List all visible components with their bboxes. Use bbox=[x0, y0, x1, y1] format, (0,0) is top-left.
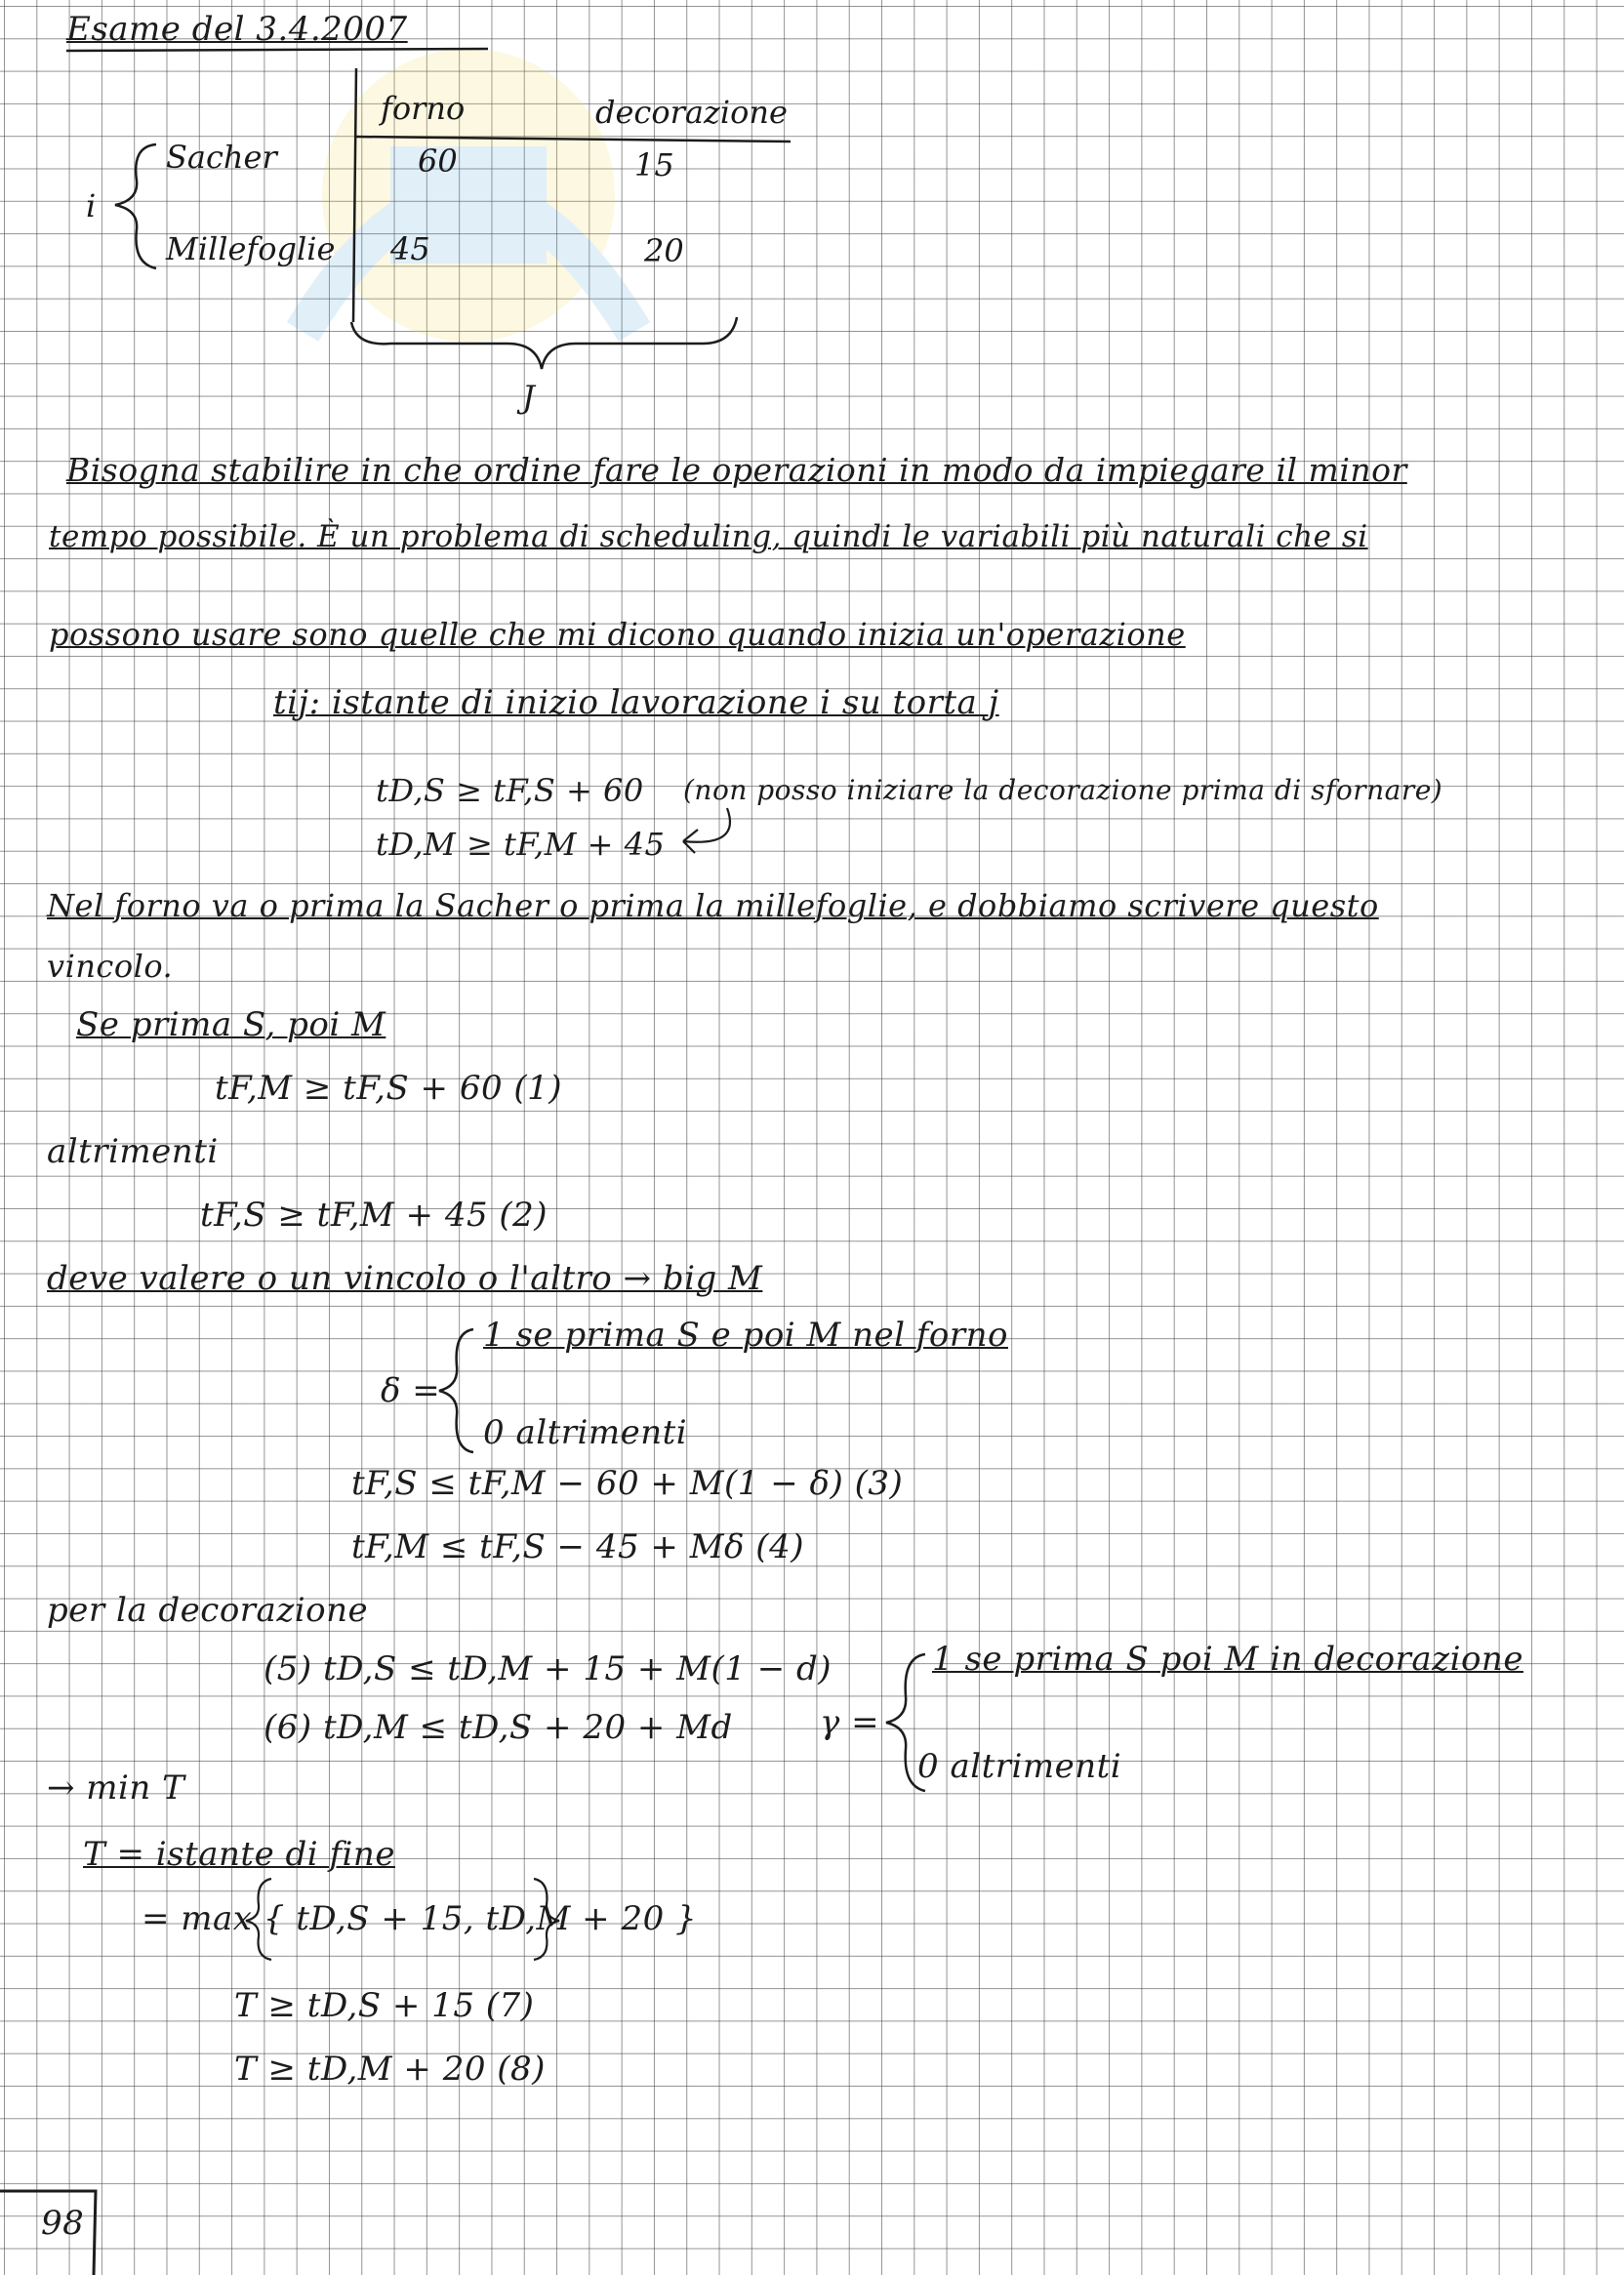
page-number: 98 bbox=[41, 2204, 85, 2243]
objective-max: = max { tD,S + 15, tD,M + 20 } bbox=[142, 1899, 698, 1938]
gamma-symbol: γ = bbox=[820, 1703, 880, 1742]
precedence-note: (non posso iniziare la decorazione prima di sfornare) bbox=[683, 774, 1443, 806]
oven-big-m: deve valere o un vincolo o l'altro → big M bbox=[47, 1259, 763, 1298]
variable-definition: tij: istante di inizio lavorazione i su torta j bbox=[273, 683, 999, 722]
intro-line-1: Bisogna stabilire in che ordine fare le operazioni in modo da impiegare il minor bbox=[66, 451, 1407, 489]
table-row-sacher-name: Sacher bbox=[166, 139, 277, 176]
oven-eq-2: tF,S ≥ tF,M + 45 (2) bbox=[200, 1196, 548, 1235]
watermark-logo bbox=[244, 39, 693, 351]
delta-case-0: 0 altrimenti bbox=[483, 1413, 688, 1452]
table-header-forno: forno bbox=[381, 90, 466, 127]
precedence-eq-2: tD,M ≥ tF,M + 45 bbox=[376, 826, 666, 863]
decoration-title: per la decorazione bbox=[47, 1591, 369, 1630]
table-row-sacher-decorazione: 15 bbox=[634, 146, 674, 183]
decoration-eq-5: (5) tD,S ≤ tD,M + 15 + M(1 − d) bbox=[264, 1649, 832, 1688]
oven-eq-3: tF,S ≤ tF,M − 60 + M(1 − δ) (3) bbox=[351, 1464, 904, 1503]
delta-symbol: δ = bbox=[381, 1371, 441, 1410]
objective-t-definition: T = istante di fine bbox=[83, 1835, 395, 1874]
oven-eq-4: tF,M ≤ tF,S − 45 + Mδ (4) bbox=[351, 1527, 804, 1566]
decoration-eq-6: (6) tD,M ≤ tD,S + 20 + Md bbox=[264, 1708, 733, 1747]
table-header-decorazione: decorazione bbox=[595, 94, 788, 131]
table-row-sacher-forno: 60 bbox=[418, 142, 458, 180]
table-row-millefoglie-name: Millefoglie bbox=[166, 230, 336, 267]
intro-line-2: tempo possibile. È un problema di scheduling, quindi le variabili più naturali che si bbox=[49, 519, 1368, 554]
delta-case-1: 1 se prima S e poi M nel forno bbox=[483, 1316, 1008, 1355]
gamma-case-0: 0 altrimenti bbox=[917, 1747, 1122, 1786]
exam-title: Esame del 3.4.2007 bbox=[66, 10, 408, 49]
objective-eq-8: T ≥ tD,M + 20 (8) bbox=[234, 2050, 546, 2089]
oven-line-2: vincolo. bbox=[47, 948, 174, 985]
oven-eq-1: tF,M ≥ tF,S + 60 (1) bbox=[215, 1069, 563, 1108]
oven-otherwise: altrimenti bbox=[47, 1132, 219, 1171]
table-col-label-j: J bbox=[522, 379, 535, 416]
precedence-eq-1: tD,S ≥ tF,S + 60 bbox=[376, 772, 644, 809]
oven-case-1: Se prima S, poi M bbox=[76, 1005, 386, 1044]
table-row-label-i: i bbox=[86, 187, 97, 224]
intro-line-3: possono usare sono quelle che mi dicono quando inizia un'operazione bbox=[49, 616, 1186, 653]
oven-line-1: Nel forno va o prima la Sacher o prima la millefoglie, e dobbiamo scrivere questo bbox=[47, 887, 1379, 924]
table-row-millefoglie-forno: 45 bbox=[390, 230, 430, 267]
gamma-case-1: 1 se prima S poi M in decorazione bbox=[932, 1640, 1523, 1679]
objective-min: → min T bbox=[47, 1768, 185, 1808]
objective-eq-7: T ≥ tD,S + 15 (7) bbox=[234, 1986, 535, 2025]
table-row-millefoglie-decorazione: 20 bbox=[644, 232, 684, 269]
